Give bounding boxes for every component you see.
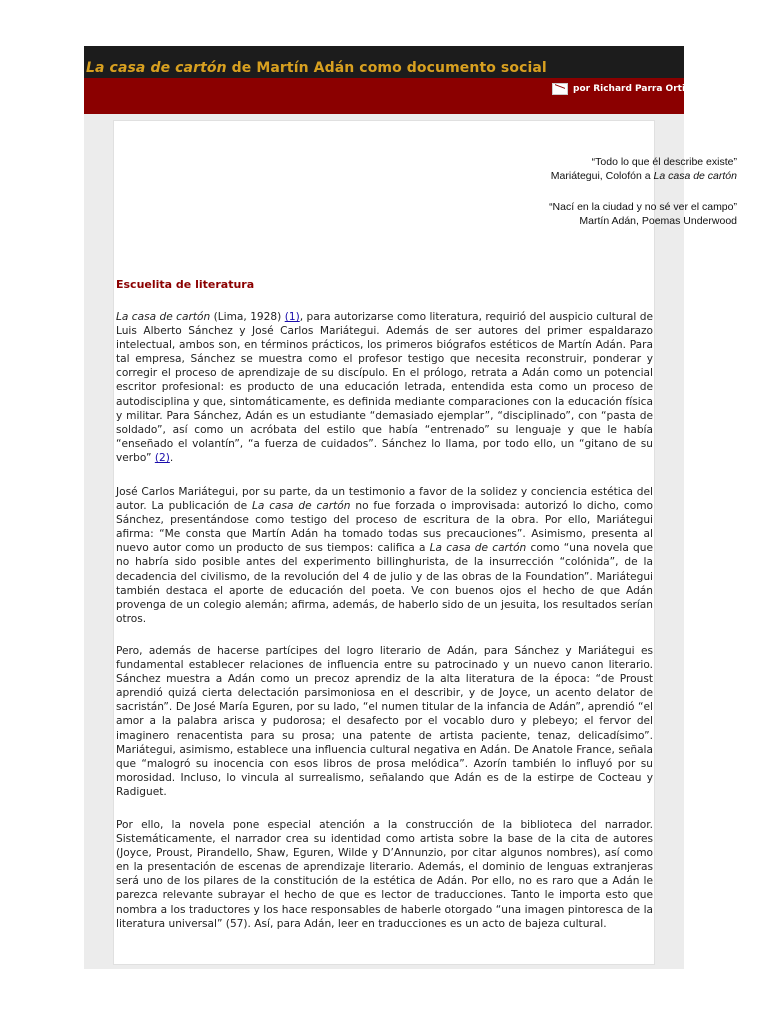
- footnote-link-1[interactable]: (1): [284, 311, 300, 323]
- paragraph-1: La casa de cartón (Lima, 1928) (1), para autorizarse como literatura, requirió del auspicio cultural de Luis Alberto Sánchez y José Carlos Mariátegui. Además de ser autores del primer espaldarazo intelectual, ambos son, en términos prácticos, los primeros biógrafos estéticos de Martín Adán. Para tal empresa, Sánchez se muestra como el profesor testigo que necesita reconstruir, ponderar y corregir el proceso de aprendizaje de su discípulo. En el prólogo, retrata a Adán como un potencial escritor profesional: es producto de una educación letrada, entendida esta como un proceso de autodisciplina y que, sintomáticamente, es definida mediante comparaciones con la educación física y militar. Para Sánchez, Adán es un estudiante “demasiado ejemplar”, “disciplinado”, con “pasta de soldado”, así como un acróbata del estilo que había “entrenado” su lenguaje y que le había “enseñado el volantín”, “a fuerza de cuidados”. Sánchez lo llama, por todo ello, un “gitano de su verbo” (2).: [116, 311, 654, 464]
- epigraph-1-quote: “Todo lo que él describe existe”: [591, 156, 737, 168]
- epigraph-1: [551, 155, 737, 183]
- paragraph-4: Por ello, la novela pone especial atención a la construcción de la biblioteca del narrador. Sistemáticamente, el narrador crea su identidad como artista sobre la base de la cita de autores (Joyce, Proust, Pirandello, Shaw, Eguren, Wilde y D’Annunzio, por citar algunos nombres), así como en la presentación de escenas de aprendizaje literario. Además, el dominio de lenguas extranjeras será uno de los pilares de la constitución de la estética de Adán. Por ello, no es raro que a Adán le parezca relevante subrayar el hecho de que es lector de traducciones. Tanto le importa esto que nombra a los traductores y los hace responsables de haberle otorgado “una imagen pintoresca de la literatura universal” (57). Así, para Adán, leer en traducciones es un acto de bajeza cultural.: [116, 819, 653, 930]
- author-byline: por Richard Parra Ortiz: [573, 84, 691, 94]
- page-title: [86, 60, 547, 76]
- mail-icon[interactable]: [552, 83, 568, 95]
- page-title-italic: La casa de cartón: [86, 60, 227, 76]
- epigraph-1-source: Mariátegui, Colofón a La casa de cartón: [550, 170, 737, 182]
- page-title-rest: de Martín Adán como documento social: [226, 60, 547, 76]
- paragraph-3: Pero, además de hacerse partícipes del logro literario de Adán, para Sánchez y Mariátegui es fundamental establecer relaciones de influencia entre su patrocinado y un nuevo canon literario. Sánchez muestra a Adán como un precoz aprendiz de la alta literatura de la época: “de Proust aprendió quizá cierta delectación parsimoniosa en el describir, y de Joyce, un acento delator de sacristán”. De José María Eguren, por su lado, “el numen titular de la infancia de Adán”, aprendió “el amor a la palabra arisca y pudorosa; el desafecto por el vocablo duro y plebeyo; el fervor del imaginero renacentista para su prosa; una patente de artista paciente, tenaz, delicadísimo”. Mariátegui, asimismo, establece una influencia cultural negativa en Adán. De Anatole France, señala que “malogró su inocencia con esos libros de prosa melódica”. Azorín también lo influyó por su morosidad. Incluso, lo vincula al surrealismo, señalando que Adán es de la estirpe de Cocteau y Radiguet.: [116, 645, 653, 798]
- epigraph-2: [549, 200, 737, 228]
- epigraph-2-quote: “Nací en la ciudad y no sé ver el campo”: [549, 201, 737, 213]
- section-title: Escuelita de literatura: [116, 278, 255, 291]
- footnote-link-2[interactable]: (2): [154, 451, 170, 464]
- epigraph-2-source: Martín Adán, Poemas Underwood: [579, 215, 737, 227]
- paragraph-2: José Carlos Mariátegui, por su parte, da un testimonio a favor de la solidez y conciencia estética del autor. La publicación de La casa de cartón no fue forzada o improvisada: autorizó lo dicho, como Sánchez, presentándose como testigo del proceso de escritura de la obra. Por ello, Mariátegui afirma: “Me consta que Martín Adán ha tomado todas sus precauciones”. Asimismo, presenta al nuevo autor como un producto de sus tiempos: califica a La casa de cartón como “una novela que no habría sido posible antes del experimento billinghurista, de la insurrección “colónida”, de la decadencia del civilismo, de la revolución del 4 de julio y de las obras de la Foundation”. Mariátegui también destaca el aporte de educación del poeta. Ve con buenos ojos el hecho de que Adán provenga de un colegio alemán; afirma, además, de haberlo sido de un jesuita, los resultados serían otros.: [116, 486, 654, 625]
